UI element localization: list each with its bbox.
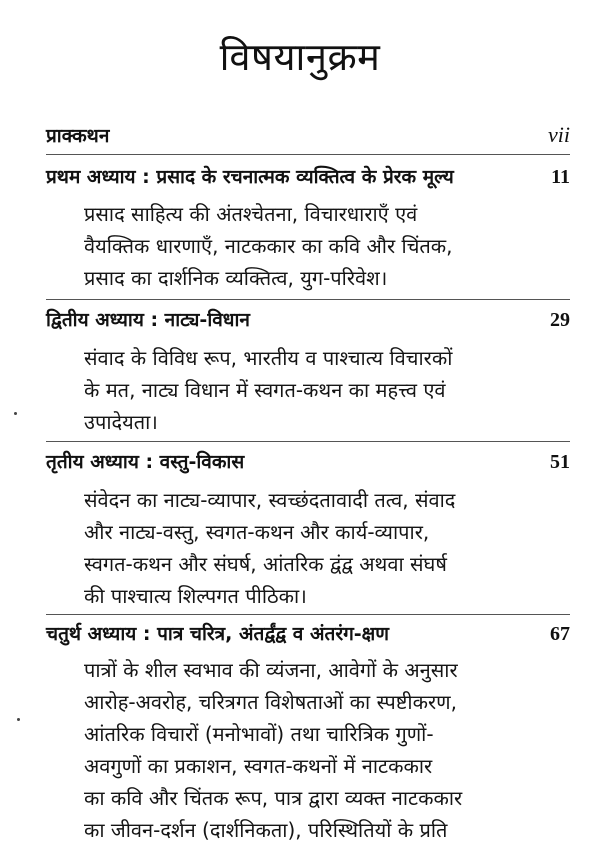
toc-entry-chapter-1[interactable] xyxy=(46,163,570,189)
description-line: स्वगत-कथन और संघर्ष, आंतरिक द्वंद्व अथवा संघर्ष xyxy=(84,552,447,576)
chapter-heading: द्वितीय अध्याय : नाट्य-विधान xyxy=(46,309,250,331)
description-line: वैयक्तिक धारणाएँ, नाटककार का कवि और चिंतक, xyxy=(84,234,453,258)
chapter-description xyxy=(84,198,564,294)
description-line: संवाद के विविध रूप, भारतीय व पाश्चात्य विचारकों xyxy=(84,346,453,370)
scan-speck xyxy=(17,718,20,721)
toc-entry-chapter-4[interactable] xyxy=(46,620,570,646)
description-line: उपादेयता। xyxy=(84,410,158,434)
scan-speck xyxy=(14,412,17,415)
chapter-heading: चतुर्थ अध्याय : पात्र चरित्र, अंतर्द्वंद्व व अंतरंग-क्षण xyxy=(46,623,390,645)
page-title: विषयानुक्रम xyxy=(219,35,381,79)
chapter-description xyxy=(84,342,564,438)
description-line: आरोह-अवरोह, चरित्रगत विशेषताओं का स्पष्टीकरण, xyxy=(84,690,457,714)
description-line: का जीवन-दर्शन (दार्शनिकता), परिस्थितियों के प्रति xyxy=(84,818,448,842)
description-line: की पाश्चात्य शिल्पगत पीठिका। xyxy=(84,584,307,608)
toc-page-number: 29 xyxy=(550,309,570,331)
description-line: प्रसाद साहित्य की अंतश्चेतना, विचारधाराएँ एवं xyxy=(84,202,418,226)
divider xyxy=(46,154,570,155)
description-line: प्रसाद का दार्शनिक व्यक्तित्व, युग-परिवेश। xyxy=(84,266,388,290)
toc-entry-label: प्राक्कथन xyxy=(46,125,110,147)
chapter-heading: प्रथम अध्याय : प्रसाद के रचनात्मक व्यक्तित्व के प्रेरक मूल्य xyxy=(46,166,454,188)
description-line: संवेदन का नाट्य-व्यापार, स्वच्छंदतावादी तत्व, संवाद xyxy=(84,488,456,512)
toc-page-number: 51 xyxy=(550,451,570,473)
divider xyxy=(46,299,570,300)
description-line: और नाट्य-वस्तु, स्वगत-कथन और कार्य-व्यापार, xyxy=(84,520,430,544)
divider xyxy=(46,614,570,615)
toc-page-number: 67 xyxy=(550,623,570,645)
toc-entry-chapter-2[interactable] xyxy=(46,306,570,332)
description-line: आंतरिक विचारों (मनोभावों) तथा चारित्रिक गुणों- xyxy=(84,722,434,746)
toc-entry-prakkathan[interactable] xyxy=(46,122,570,148)
chapter-description xyxy=(84,484,564,612)
chapter-description xyxy=(84,654,564,846)
description-line: पात्रों के शील स्वभाव की व्यंजना, आवेगों के अनुसार xyxy=(84,658,458,682)
toc-page-number: vii xyxy=(548,122,570,147)
description-line: के मत, नाट्य विधान में स्वगत-कथन का महत्त्व एवं xyxy=(84,378,446,402)
description-line: अवगुणों का प्रकाशन, स्वगत-कथनों में नाटककार xyxy=(84,754,433,778)
chapter-heading: तृतीय अध्याय : वस्तु-विकास xyxy=(46,451,245,473)
divider xyxy=(46,441,570,442)
toc-entry-chapter-3[interactable] xyxy=(46,448,570,474)
toc-page-number: 11 xyxy=(551,166,570,188)
description-line: का कवि और चिंतक रूप, पात्र द्वारा व्यक्त नाटककार xyxy=(84,786,463,810)
